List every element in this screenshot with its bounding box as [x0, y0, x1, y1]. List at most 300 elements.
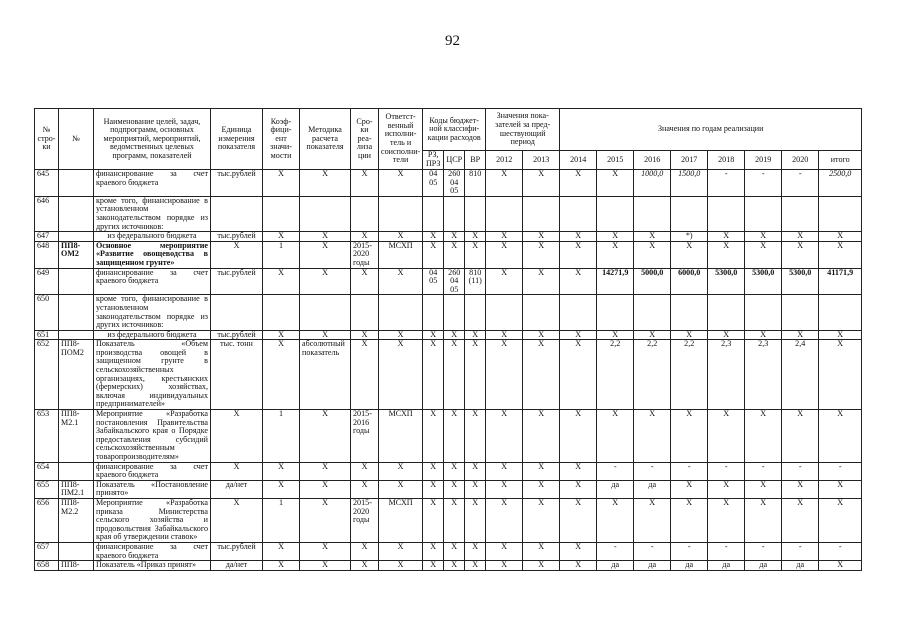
- header-name: Наименование целей, задач, подпрограмм, основных мероприятий, мероприятий, ведомственных целевых программ, показателей: [94, 109, 211, 170]
- value-total: X: [819, 410, 862, 463]
- row-number: 653: [35, 410, 59, 463]
- coef-cell: X: [263, 462, 300, 480]
- value-2018: 5300,0: [708, 268, 745, 295]
- value-2014: [560, 295, 597, 330]
- value-2012: X: [486, 561, 523, 571]
- item-code: [59, 330, 94, 340]
- method-cell: X: [300, 268, 351, 295]
- csr-cell: [444, 196, 465, 231]
- header-num: №: [59, 109, 94, 170]
- responsible-cell: X: [379, 480, 423, 498]
- value-2020: 5300,0: [782, 268, 819, 295]
- value-2019: X: [745, 232, 782, 242]
- value-2019: X: [745, 410, 782, 463]
- value-2014: X: [560, 340, 597, 410]
- csr-cell: X: [444, 340, 465, 410]
- table-row: [35, 561, 862, 571]
- value-2016: 5000,0: [634, 268, 671, 295]
- value-2015: да: [597, 480, 634, 498]
- header-budget-codes: Коды бюджет-ной классифи-кации расходов: [423, 109, 486, 151]
- unit-cell: да/нет: [211, 480, 263, 498]
- value-2012: X: [486, 410, 523, 463]
- value-total: [819, 196, 862, 231]
- unit-cell: [211, 196, 263, 231]
- csr-cell: X: [444, 480, 465, 498]
- csr-cell: X: [444, 410, 465, 463]
- value-2019: X: [745, 330, 782, 340]
- value-2018: -: [708, 462, 745, 480]
- coef-cell: X: [263, 561, 300, 571]
- value-total: X: [819, 561, 862, 571]
- value-2014: X: [560, 561, 597, 571]
- value-total: [819, 295, 862, 330]
- value-2012: [486, 196, 523, 231]
- value-2015: X: [597, 232, 634, 242]
- value-2013: X: [523, 241, 560, 268]
- value-2012: [486, 295, 523, 330]
- vr-cell: X: [465, 340, 486, 410]
- value-2013: X: [523, 480, 560, 498]
- value-2020: X: [782, 232, 819, 242]
- value-2016: X: [634, 241, 671, 268]
- value-total: X: [819, 330, 862, 340]
- rz-cell: [423, 196, 444, 231]
- item-code: [59, 170, 94, 197]
- value-2016: X: [634, 410, 671, 463]
- unit-cell: тыс.рублей: [211, 268, 263, 295]
- value-2016: X: [634, 330, 671, 340]
- value-2016: [634, 295, 671, 330]
- value-2020: -: [782, 170, 819, 197]
- value-2015: X: [597, 330, 634, 340]
- value-2020: X: [782, 241, 819, 268]
- value-2015: да: [597, 561, 634, 571]
- item-name: Мероприятие «Разработка постановления Правительства Забайкальского края о Порядке предоставления субсидий сельскохозяйственным товаропроизводителям»: [94, 410, 211, 463]
- coef-cell: [263, 295, 300, 330]
- row-number: 651: [35, 330, 59, 340]
- header-year-values: Значения по годам реализации: [560, 109, 862, 151]
- row-number: 655: [35, 480, 59, 498]
- value-2015: [597, 295, 634, 330]
- responsible-cell: X: [379, 268, 423, 295]
- item-name: Показатель «Приказ принят»: [94, 561, 211, 571]
- item-name: Мероприятие «Разработка приказа Министерства сельского хозяйства и продовольствия Забайкальского края об утверждении ставок»: [94, 498, 211, 542]
- unit-cell: тыс.рублей: [211, 232, 263, 242]
- value-2019: X: [745, 480, 782, 498]
- value-2018: X: [708, 410, 745, 463]
- value-2019: -: [745, 462, 782, 480]
- unit-cell: X: [211, 498, 263, 542]
- value-2020: X: [782, 410, 819, 463]
- value-2018: X: [708, 232, 745, 242]
- responsible-cell: X: [379, 561, 423, 571]
- value-2014: X: [560, 232, 597, 242]
- value-2017: 2,2: [671, 340, 708, 410]
- value-2012: X: [486, 462, 523, 480]
- value-2013: [523, 196, 560, 231]
- unit-cell: [211, 295, 263, 330]
- value-2016: [634, 196, 671, 231]
- responsible-cell: МСХП: [379, 241, 423, 268]
- item-name: Основное мероприятие «Развитие овощеводства в защищенном грунте»: [94, 241, 211, 268]
- value-2020: да: [782, 561, 819, 571]
- coef-cell: X: [263, 268, 300, 295]
- value-2017: X: [671, 410, 708, 463]
- item-name: кроме того, финансирование в установленном законодательством порядке из других источников:: [94, 295, 211, 330]
- value-2020: 2,4: [782, 340, 819, 410]
- csr-cell: X: [444, 542, 465, 560]
- value-2018: -: [708, 542, 745, 560]
- value-2017: -: [671, 462, 708, 480]
- value-2019: [745, 295, 782, 330]
- table-header: [35, 109, 862, 170]
- value-2012: X: [486, 268, 523, 295]
- header-previous-period: Значения пока-зателей за пред-шествующий период: [486, 109, 560, 151]
- term-cell: X: [351, 480, 379, 498]
- term-cell: [351, 196, 379, 231]
- term-cell: X: [351, 561, 379, 571]
- value-2020: [782, 196, 819, 231]
- item-code: [59, 295, 94, 330]
- item-name: из федерального бюджета: [94, 232, 211, 242]
- item-code: [59, 542, 94, 560]
- value-2020: X: [782, 330, 819, 340]
- value-2018: X: [708, 330, 745, 340]
- term-cell: 2015-2016 годы: [351, 410, 379, 463]
- rz-cell: X: [423, 498, 444, 542]
- table-row: [35, 170, 862, 197]
- coef-cell: [263, 196, 300, 231]
- method-cell: X: [300, 170, 351, 197]
- unit-cell: X: [211, 410, 263, 463]
- responsible-cell: МСХП: [379, 498, 423, 542]
- value-2017: X: [671, 480, 708, 498]
- value-2012: X: [486, 241, 523, 268]
- value-2014: X: [560, 241, 597, 268]
- responsible-cell: [379, 295, 423, 330]
- row-number: 658: [35, 561, 59, 571]
- responsible-cell: МСХП: [379, 410, 423, 463]
- method-cell: X: [300, 241, 351, 268]
- responsible-cell: X: [379, 330, 423, 340]
- item-name: финансирование за счет краевого бюджета: [94, 268, 211, 295]
- value-total: X: [819, 498, 862, 542]
- value-2016: X: [634, 232, 671, 242]
- unit-cell: тыс.рублей: [211, 542, 263, 560]
- value-2012: X: [486, 232, 523, 242]
- value-2012: X: [486, 170, 523, 197]
- method-cell: X: [300, 410, 351, 463]
- csr-cell: X: [444, 498, 465, 542]
- header-year: 2020: [782, 151, 819, 170]
- value-2018: X: [708, 480, 745, 498]
- value-2017: [671, 295, 708, 330]
- term-cell: X: [351, 170, 379, 197]
- csr-cell: X: [444, 330, 465, 340]
- vr-cell: X: [465, 232, 486, 242]
- value-total: 41171,9: [819, 268, 862, 295]
- header-year: 2018: [708, 151, 745, 170]
- item-code: ПП8-: [59, 561, 94, 571]
- rz-cell: X: [423, 241, 444, 268]
- value-2014: X: [560, 170, 597, 197]
- value-total: X: [819, 340, 862, 410]
- unit-cell: тыс.рублей: [211, 330, 263, 340]
- coef-cell: 1: [263, 498, 300, 542]
- csr-cell: X: [444, 462, 465, 480]
- value-2014: X: [560, 410, 597, 463]
- table-row: [35, 241, 862, 268]
- header-csr: ЦСР: [444, 151, 465, 170]
- value-2016: X: [634, 498, 671, 542]
- value-2014: [560, 196, 597, 231]
- item-name: Показатель «Постановление принято»: [94, 480, 211, 498]
- value-2015: 14271,9: [597, 268, 634, 295]
- coef-cell: X: [263, 480, 300, 498]
- term-cell: X: [351, 462, 379, 480]
- method-cell: абсолютный показатель: [300, 340, 351, 410]
- value-total: -: [819, 462, 862, 480]
- value-2018: да: [708, 561, 745, 571]
- row-number: 656: [35, 498, 59, 542]
- rz-cell: X: [423, 410, 444, 463]
- unit-cell: X: [211, 462, 263, 480]
- item-code: ПП8-ПМ2.1: [59, 480, 94, 498]
- csr-cell: X: [444, 241, 465, 268]
- vr-cell: X: [465, 241, 486, 268]
- header-year: 2015: [597, 151, 634, 170]
- value-2018: [708, 196, 745, 231]
- value-2018: X: [708, 241, 745, 268]
- value-2012: X: [486, 542, 523, 560]
- header-total: итого: [819, 151, 862, 170]
- method-cell: X: [300, 232, 351, 242]
- value-2012: X: [486, 480, 523, 498]
- method-cell: X: [300, 542, 351, 560]
- item-code: ПП8-ПОМ2: [59, 340, 94, 410]
- table-row: [35, 542, 862, 560]
- unit-cell: X: [211, 241, 263, 268]
- value-2012: X: [486, 340, 523, 410]
- value-total: 2500,0: [819, 170, 862, 197]
- vr-cell: X: [465, 462, 486, 480]
- rz-cell: X: [423, 462, 444, 480]
- rz-cell: X: [423, 340, 444, 410]
- term-cell: X: [351, 340, 379, 410]
- method-cell: X: [300, 462, 351, 480]
- table-row: [35, 295, 862, 330]
- table-row: [35, 340, 862, 410]
- vr-cell: [465, 196, 486, 231]
- unit-cell: тыс.рублей: [211, 170, 263, 197]
- item-name: финансирование за счет краевого бюджета: [94, 542, 211, 560]
- value-2019: 2,3: [745, 340, 782, 410]
- responsible-cell: X: [379, 340, 423, 410]
- item-name: из федерального бюджета: [94, 330, 211, 340]
- value-2020: X: [782, 480, 819, 498]
- header-year: 2017: [671, 151, 708, 170]
- table-row: [35, 196, 862, 231]
- value-2014: X: [560, 542, 597, 560]
- vr-cell: X: [465, 498, 486, 542]
- value-2017: 6000,0: [671, 268, 708, 295]
- value-2019: X: [745, 241, 782, 268]
- value-2013: X: [523, 330, 560, 340]
- value-2016: 1000,0: [634, 170, 671, 197]
- value-2015: -: [597, 462, 634, 480]
- coef-cell: X: [263, 170, 300, 197]
- value-2017: [671, 196, 708, 231]
- csr-cell: 260 04 05: [444, 170, 465, 197]
- vr-cell: X: [465, 561, 486, 571]
- value-2015: X: [597, 410, 634, 463]
- value-2015: X: [597, 241, 634, 268]
- item-name: финансирование за счет краевого бюджета: [94, 170, 211, 197]
- value-2015: [597, 196, 634, 231]
- value-2017: 1500,0: [671, 170, 708, 197]
- value-2013: X: [523, 170, 560, 197]
- table-row: [35, 462, 862, 480]
- item-code: [59, 196, 94, 231]
- value-2015: -: [597, 542, 634, 560]
- vr-cell: [465, 295, 486, 330]
- vr-cell: 810 (11): [465, 268, 486, 295]
- value-2014: X: [560, 498, 597, 542]
- value-2014: X: [560, 462, 597, 480]
- value-2019: 5300,0: [745, 268, 782, 295]
- header-year: 2013: [523, 151, 560, 170]
- page-number: 92: [445, 33, 460, 49]
- vr-cell: X: [465, 410, 486, 463]
- value-2018: 2,3: [708, 340, 745, 410]
- method-cell: [300, 196, 351, 231]
- vr-cell: X: [465, 480, 486, 498]
- method-cell: [300, 295, 351, 330]
- value-total: X: [819, 232, 862, 242]
- table-row: [35, 232, 862, 242]
- item-code: [59, 268, 94, 295]
- responsible-cell: X: [379, 170, 423, 197]
- rz-cell: X: [423, 561, 444, 571]
- method-cell: X: [300, 330, 351, 340]
- term-cell: [351, 295, 379, 330]
- unit-cell: да/нет: [211, 561, 263, 571]
- item-code: [59, 462, 94, 480]
- value-2013: X: [523, 561, 560, 571]
- row-number: 649: [35, 268, 59, 295]
- value-2019: [745, 196, 782, 231]
- value-2015: 2,2: [597, 340, 634, 410]
- value-2019: -: [745, 170, 782, 197]
- header-row-no: № стро-ки: [35, 109, 59, 170]
- term-cell: 2015-2020 годы: [351, 498, 379, 542]
- responsible-cell: [379, 196, 423, 231]
- responsible-cell: X: [379, 462, 423, 480]
- rz-cell: X: [423, 480, 444, 498]
- coef-cell: 1: [263, 241, 300, 268]
- value-2020: -: [782, 462, 819, 480]
- row-number: 646: [35, 196, 59, 231]
- value-2016: -: [634, 462, 671, 480]
- item-name: Показатель «Объем производства овощей в защищенном грунте в сельскохозяйственных организациях, крестьянских (фермерских) хозяйствах, включая индивидуальных предпринимателей»: [94, 340, 211, 410]
- value-2013: [523, 295, 560, 330]
- table-row: [35, 498, 862, 542]
- header-method: Методика расчета показателя: [300, 109, 351, 170]
- value-2016: -: [634, 542, 671, 560]
- value-2017: да: [671, 561, 708, 571]
- row-number: 650: [35, 295, 59, 330]
- program-table: [34, 108, 862, 571]
- value-2020: [782, 295, 819, 330]
- vr-cell: X: [465, 542, 486, 560]
- value-2013: X: [523, 268, 560, 295]
- value-total: -: [819, 542, 862, 560]
- method-cell: X: [300, 498, 351, 542]
- value-2019: да: [745, 561, 782, 571]
- coef-cell: X: [263, 542, 300, 560]
- term-cell: X: [351, 542, 379, 560]
- value-2017: X: [671, 241, 708, 268]
- value-2013: X: [523, 462, 560, 480]
- item-name: финансирование за счет краевого бюджета: [94, 462, 211, 480]
- value-2020: X: [782, 498, 819, 542]
- value-2014: X: [560, 330, 597, 340]
- responsible-cell: X: [379, 542, 423, 560]
- value-2012: X: [486, 498, 523, 542]
- rz-cell: 04 05: [423, 268, 444, 295]
- row-number: 645: [35, 170, 59, 197]
- method-cell: X: [300, 561, 351, 571]
- value-2013: X: [523, 498, 560, 542]
- term-cell: X: [351, 232, 379, 242]
- value-total: X: [819, 480, 862, 498]
- item-name: кроме того, финансирование в установленном законодательством порядке из других источников:: [94, 196, 211, 231]
- value-2018: -: [708, 170, 745, 197]
- vr-cell: X: [465, 330, 486, 340]
- header-vr: ВР: [465, 151, 486, 170]
- item-code: ПП8-М2.1: [59, 410, 94, 463]
- table-row: [35, 410, 862, 463]
- header-terms: Сро-ки реа-лиза ции: [351, 109, 379, 170]
- value-2016: 2,2: [634, 340, 671, 410]
- header-coef: Коэф-фици-ент значи-мости: [263, 109, 300, 170]
- value-2013: X: [523, 410, 560, 463]
- table-row: [35, 268, 862, 295]
- coef-cell: 1: [263, 410, 300, 463]
- value-2015: X: [597, 498, 634, 542]
- value-2013: X: [523, 542, 560, 560]
- vr-cell: 810: [465, 170, 486, 197]
- rz-cell: [423, 295, 444, 330]
- row-number: 652: [35, 340, 59, 410]
- coef-cell: X: [263, 232, 300, 242]
- responsible-cell: X: [379, 232, 423, 242]
- unit-cell: тыс. тонн: [211, 340, 263, 410]
- value-2019: X: [745, 498, 782, 542]
- value-2019: -: [745, 542, 782, 560]
- value-2020: -: [782, 542, 819, 560]
- rz-cell: X: [423, 542, 444, 560]
- header-year: 2014: [560, 151, 597, 170]
- value-2017: *): [671, 232, 708, 242]
- item-code: [59, 232, 94, 242]
- value-2013: X: [523, 340, 560, 410]
- header-responsible: Ответст-венный исполни-тель и соисполни-тели: [379, 109, 423, 170]
- value-total: X: [819, 241, 862, 268]
- table-row: [35, 330, 862, 340]
- coef-cell: X: [263, 330, 300, 340]
- header-year: 2016: [634, 151, 671, 170]
